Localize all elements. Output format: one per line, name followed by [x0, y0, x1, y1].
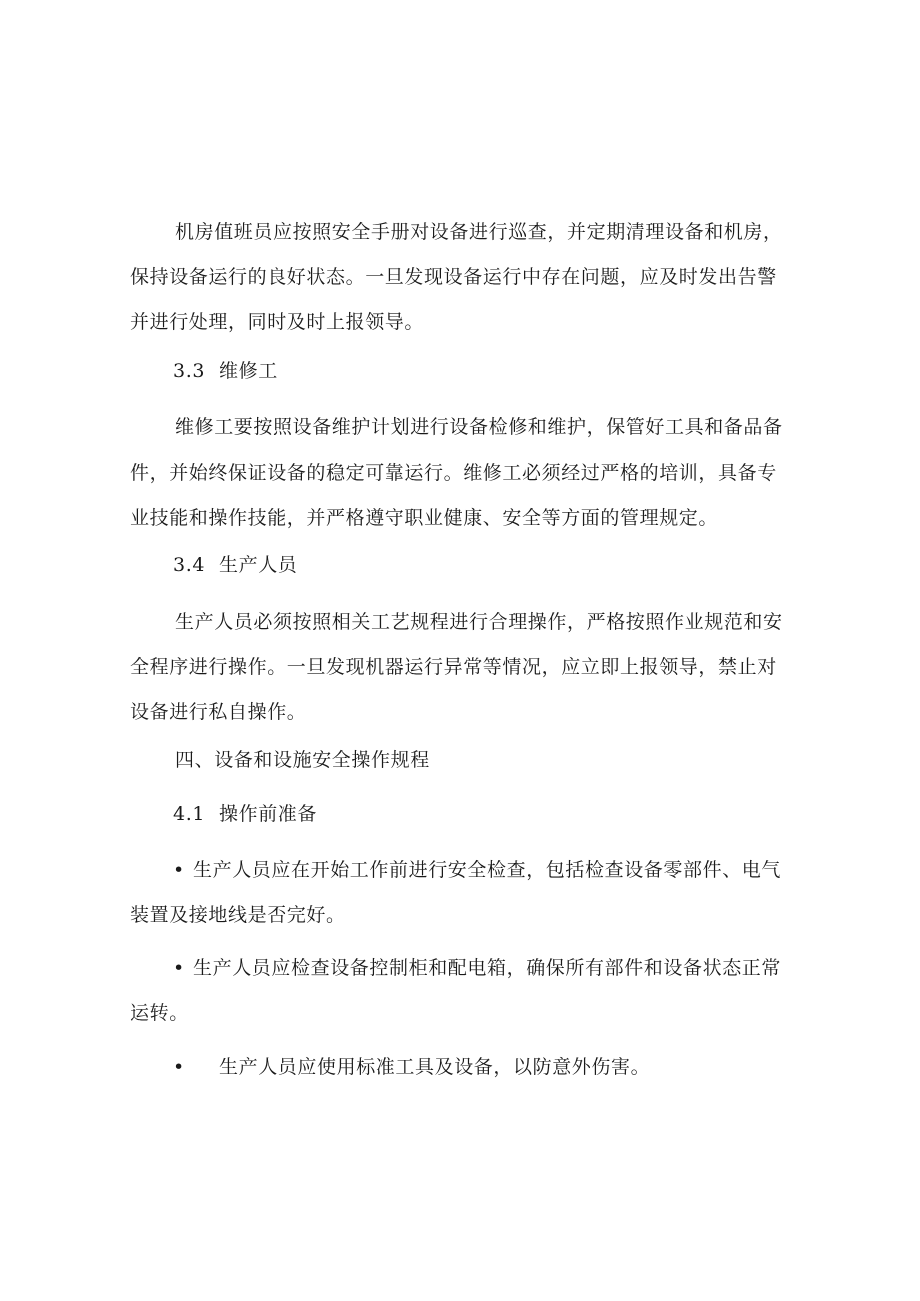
paragraph-1-line-2: 保持设备运行的良好状态。一旦发现设备运行中存在问题，应及时发出告警 — [130, 266, 777, 288]
heading-title: 生产人员 — [219, 554, 298, 576]
paragraph-3-line-2: 全程序进行操作。一旦发现机器运行异常等情况，应立即上报领导，禁止对 — [130, 656, 777, 678]
section-4-heading: 四、设备和设施安全操作规程 — [175, 749, 430, 771]
heading-3-4 — [173, 553, 297, 577]
bullet-2-line-1: 生产人员应检查设备控制柜和配电箱，确保所有部件和设备状态正常 — [193, 957, 782, 979]
paragraph-2-line-2: 件，并始终保证设备的稳定可靠运行。维修工必须经过严格的培训，具备专 — [130, 462, 777, 484]
paragraph-2-line-1: 维修工要按照设备维护计划进行设备检修和维护，保管好工具和备品备 — [175, 416, 783, 438]
paragraph-2-line-3: 业技能和操作技能，并严格遵守职业健康、安全等方面的管理规定。 — [130, 507, 719, 529]
paragraph-1-line-1: 机房值班员应按照安全手册对设备进行巡查，并定期清理设备和机房， — [175, 221, 783, 243]
bullet-item-2 — [173, 956, 781, 980]
bullet-icon: • — [173, 859, 185, 881]
bullet-1-line-2: 装置及接地线是否完好。 — [130, 904, 346, 926]
bullet-item-1 — [173, 858, 781, 882]
bullet-item-3 — [173, 1055, 650, 1079]
heading-title: 操作前准备 — [219, 803, 318, 825]
heading-3-3 — [173, 359, 278, 383]
heading-number: 4.1 — [173, 803, 206, 825]
heading-title: 维修工 — [219, 360, 278, 382]
paragraph-3-line-1: 生产人员必须按照相关工艺规程进行合理操作，严格按照作业规范和安 — [175, 611, 783, 633]
bullet-icon: • — [173, 1056, 185, 1078]
bullet-2-line-2: 运转。 — [130, 1002, 189, 1024]
bullet-1-line-1: 生产人员应在开始工作前进行安全检查，包括检查设备零部件、电气 — [193, 859, 782, 881]
heading-number: 3.4 — [173, 554, 206, 576]
heading-number: 3.3 — [173, 360, 206, 382]
bullet-icon: • — [173, 957, 185, 979]
bullet-3-line-1: 生产人员应使用标准工具及设备，以防意外伤害。 — [219, 1056, 651, 1078]
heading-4-1 — [173, 802, 317, 826]
paragraph-3-line-3: 设备进行私自操作。 — [130, 701, 307, 723]
paragraph-1-line-3: 并进行处理，同时及时上报领导。 — [130, 311, 425, 333]
